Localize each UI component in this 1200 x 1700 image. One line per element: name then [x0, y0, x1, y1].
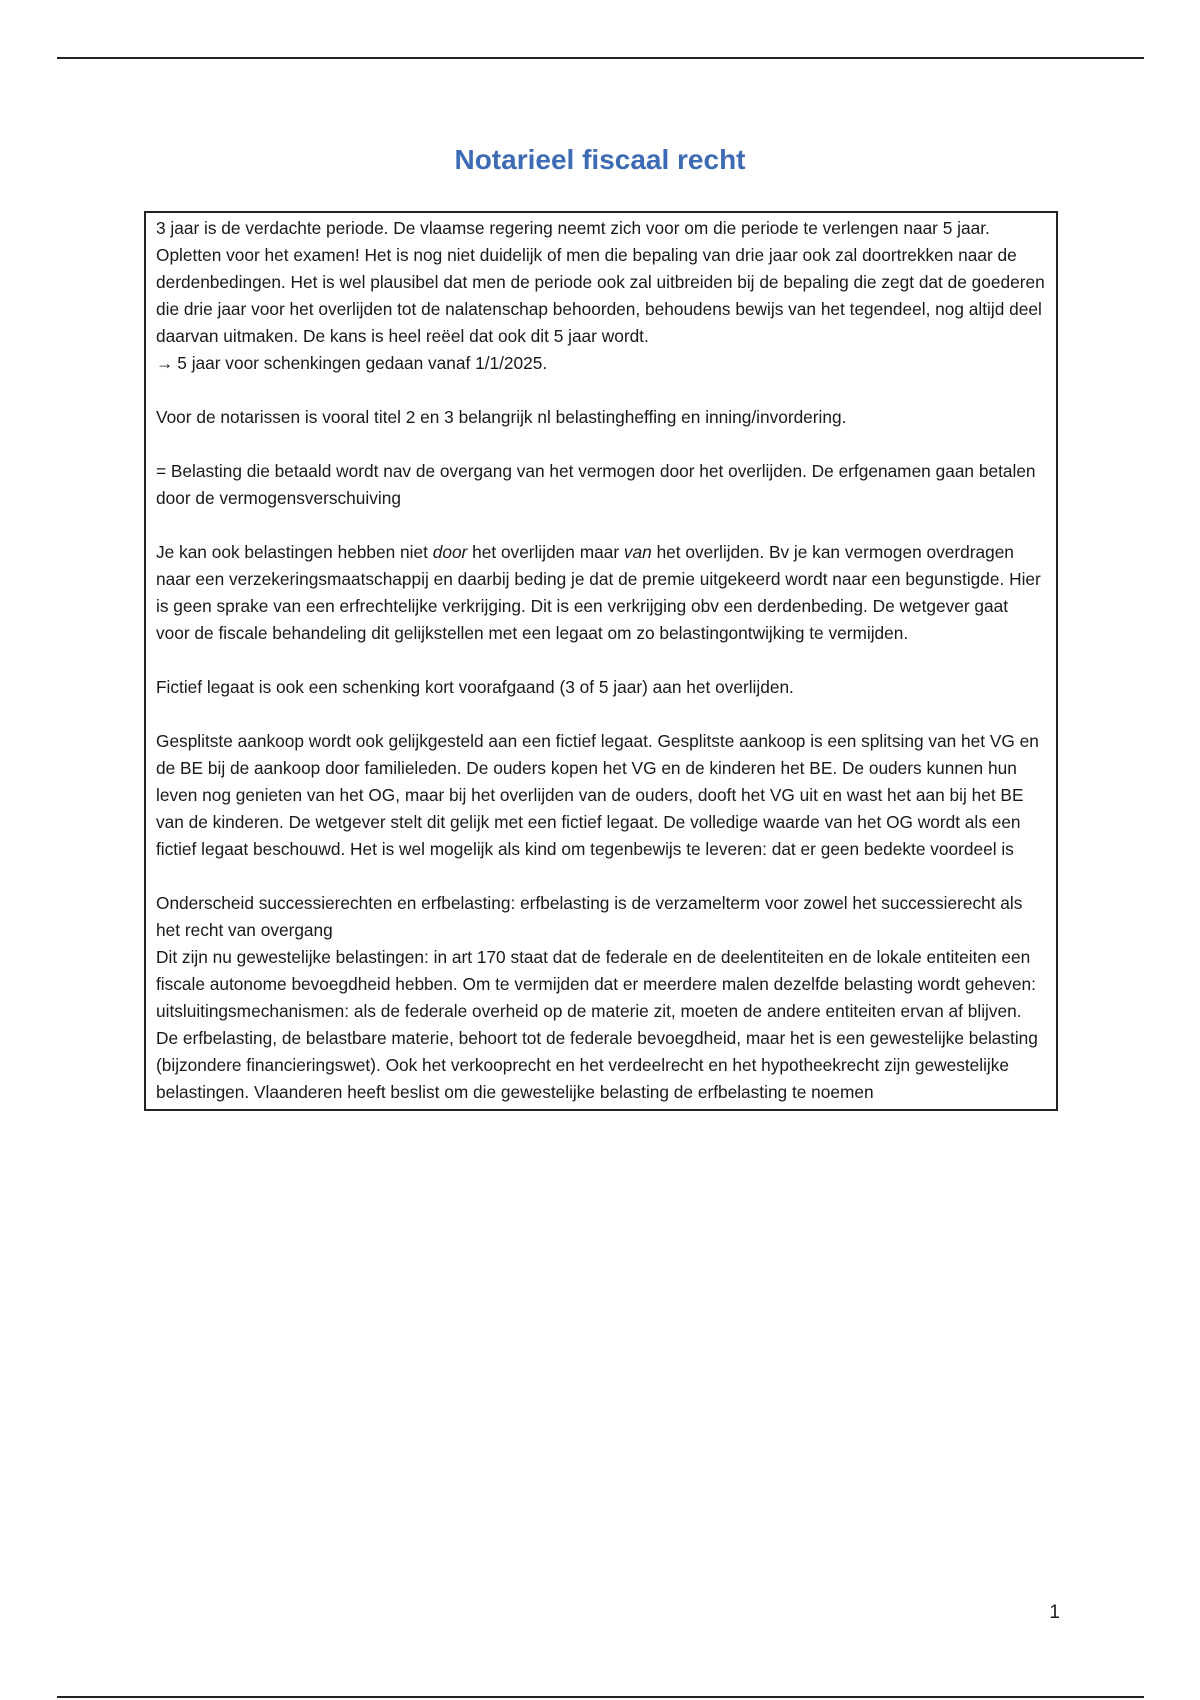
- text-segment: Je kan ook belastingen hebben niet: [156, 542, 433, 562]
- page-number: 1: [1049, 1602, 1060, 1623]
- emphasis-van: van: [623, 542, 652, 562]
- content-box: [144, 211, 1058, 1111]
- arrow-note-text: 5 jaar voor schenkingen gedaan vanaf 1/1/2025.: [177, 353, 548, 373]
- paragraph-belasting-definitie: = Belasting die betaald wordt nav de overgang van het vermogen door het overlijden. De erfgenamen gaan betalen door de vermogensverschuiving: [156, 461, 1036, 508]
- emphasis-door: door: [432, 542, 468, 562]
- paragraph-gap: [156, 863, 1046, 890]
- paragraph-gap: [156, 377, 1046, 404]
- paragraph-gap: [156, 647, 1046, 674]
- page-title: Notarieel fiscaal recht: [454, 144, 746, 175]
- footer-rule: [57, 1696, 1144, 1698]
- paragraph-gap: [156, 701, 1046, 728]
- paragraph-gewestelijke-belastingen: Dit zijn nu gewestelijke belastingen: in art 170 staat dat de federale en de deelentiteiten en de lokale entiteiten een fiscale autonome bevoegdheid hebben. Om te vermijden dat er meerdere malen dezelfde belasting wordt geheven: uitsluitingsmechanismen: als de federale overheid op de materie zit, moeten de andere entiteiten ervan af blijven. De erfbelasting, de belastbare materie, behoort tot de federale bevoegdheid, maar het is een gewestelijke belasting (bijzondere financieringswet). Ook het verkooprecht en het verdeelrecht en het hypotheekrecht zijn gewestelijke belastingen. Vlaanderen heeft beslist om die gewestelijke belasting de erfbelasting te noemen: [156, 947, 1038, 1102]
- header-rule: [57, 57, 1144, 59]
- paragraph-arrow-note: [156, 350, 1046, 377]
- paragraph-gap: [156, 512, 1046, 539]
- paragraph-door-van-overlijden: [156, 539, 1046, 647]
- paragraph-notarissen: Voor de notarissen is vooral titel 2 en 3 belangrijk nl belastingheffing en inning/invordering.: [156, 407, 847, 427]
- paragraph-onderscheid: Onderscheid successierechten en erfbelasting: erfbelasting is de verzamelterm voor zowel het successierecht als het recht van overgang: [156, 893, 1023, 940]
- paragraph-verdachte-periode: 3 jaar is de verdachte periode. De vlaamse regering neemt zich voor om die periode te verlengen naar 5 jaar. Opletten voor het examen! Het is nog niet duidelijk of men die bepaling van drie jaar ook zal doortrekken naar de derdenbedingen. Het is wel plausibel dat men de periode ook zal uitbreiden bij de bepaling die zegt dat de goederen die drie jaar voor het overlijden tot de nalatenschap behoorden, behoudens bewijs van het tegendeel, nog altijd deel daarvan uitmaken. De kans is heel reëel dat ook dit 5 jaar wordt.: [156, 218, 1045, 346]
- arrow-right-icon: →: [156, 353, 174, 373]
- paragraph-fictief-legaat: Fictief legaat is ook een schenking kort voorafgaand (3 of 5 jaar) aan het overlijden.: [156, 677, 794, 697]
- text-segment: het overlijden. Bv je kan vermogen overdragen naar een verzekeringsmaatschappij en daarbij beding je dat de premie uitgekeerd wordt naar een begunstigde. Hier is geen sprake van een erfrechtelijke verkrijging. Dit is een verkrijging obv een derdenbeding. De wetgever gaat voor de fiscale behandeling dit gelijkstellen met een legaat om zo belastingontwijking te vermijden.: [156, 542, 1041, 643]
- paragraph-gap: [156, 431, 1046, 458]
- text-segment: het overlijden maar: [467, 542, 624, 562]
- paragraph-gesplitste-aankoop: Gesplitste aankoop wordt ook gelijkgesteld aan een fictief legaat. Gesplitste aankoop is een splitsing van het VG en de BE bij de aankoop door familieleden. De ouders kopen het VG en de kinderen het BE. De ouders kunnen hun leven nog genieten van het OG, maar bij het overlijden van de ouders, dooft het VG uit en wast het aan bij het BE van de kinderen. De wetgever stelt dit gelijk met een fictief legaat. De volledige waarde van het OG wordt als een fictief legaat beschouwd. Het is wel mogelijk als kind om tegenbewijs te leveren: dat er geen bedekte voordeel is: [156, 731, 1039, 859]
